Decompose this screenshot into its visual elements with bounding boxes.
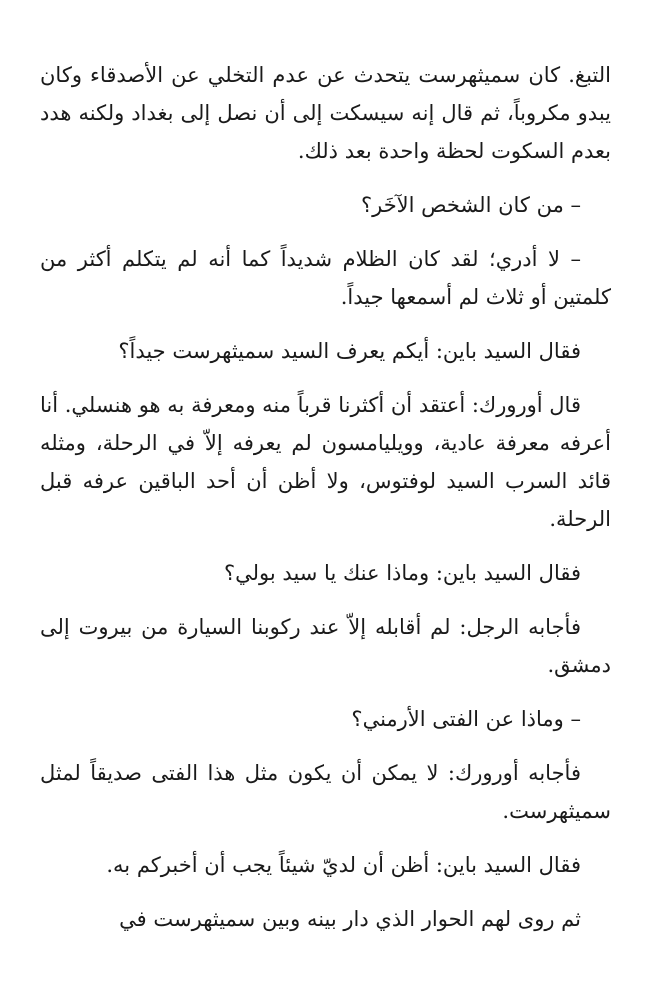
book-page: [40, 56, 611, 954]
paragraph-3: – لا أدري؛ لقد كان الظلام شديداً كما أنه لم يتكلم أكثر من كلمتين أو ثلاث لم أسمعها جيداً.: [40, 247, 611, 309]
paragraph-1: التبغ. كان سميثهرست يتحدث عن عدم التخلي عن الأصدقاء وكان يبدو مكروباً، ثم قال إنه سيسكت إلى أن نصل إلى بغداد ولكنه هدد بعدم السكوت لحظة واحدة بعد ذلك.: [40, 63, 611, 163]
paragraph-7: فأجابه الرجل: لم أقابله إلاّ عند ركوبنا السيارة من بيروت إلى دمشق.: [40, 615, 611, 677]
paragraph-2: – من كان الشخص الآخَر؟: [360, 193, 581, 217]
paragraph-11: ثم روى لهم الحوار الذي دار بينه وبين سميثهرست في: [119, 907, 581, 931]
paragraph-4: فقال السيد باين: أيكم يعرف السيد سميثهرست جيداً؟: [118, 339, 581, 363]
paragraph-5: قال أورورك: أعتقد أن أكثرنا قرباً منه ومعرفة به هو هنسلي. أنا أعرفه معرفة عادية، وويليامسون لم يعرفه إلاّ في الرحلة، ومثله قائد السرب السيد لوفتوس، ولا أظن أن أحد الباقين عرفه قبل الرحلة.: [39, 393, 611, 531]
paragraph-6: فقال السيد باين: وماذا عنك يا سيد بولي؟: [224, 561, 581, 585]
paragraph-8: – وماذا عن الفتى الأرمني؟: [351, 707, 581, 731]
paragraph-9: فأجابه أورورك: لا يمكن أن يكون مثل هذا الفتى صديقاً لمثل سميثهرست.: [40, 761, 611, 823]
paragraph-10: فقال السيد باين: أظن أن لديّ شيئاً يجب أن أخبركم به.: [106, 853, 581, 877]
